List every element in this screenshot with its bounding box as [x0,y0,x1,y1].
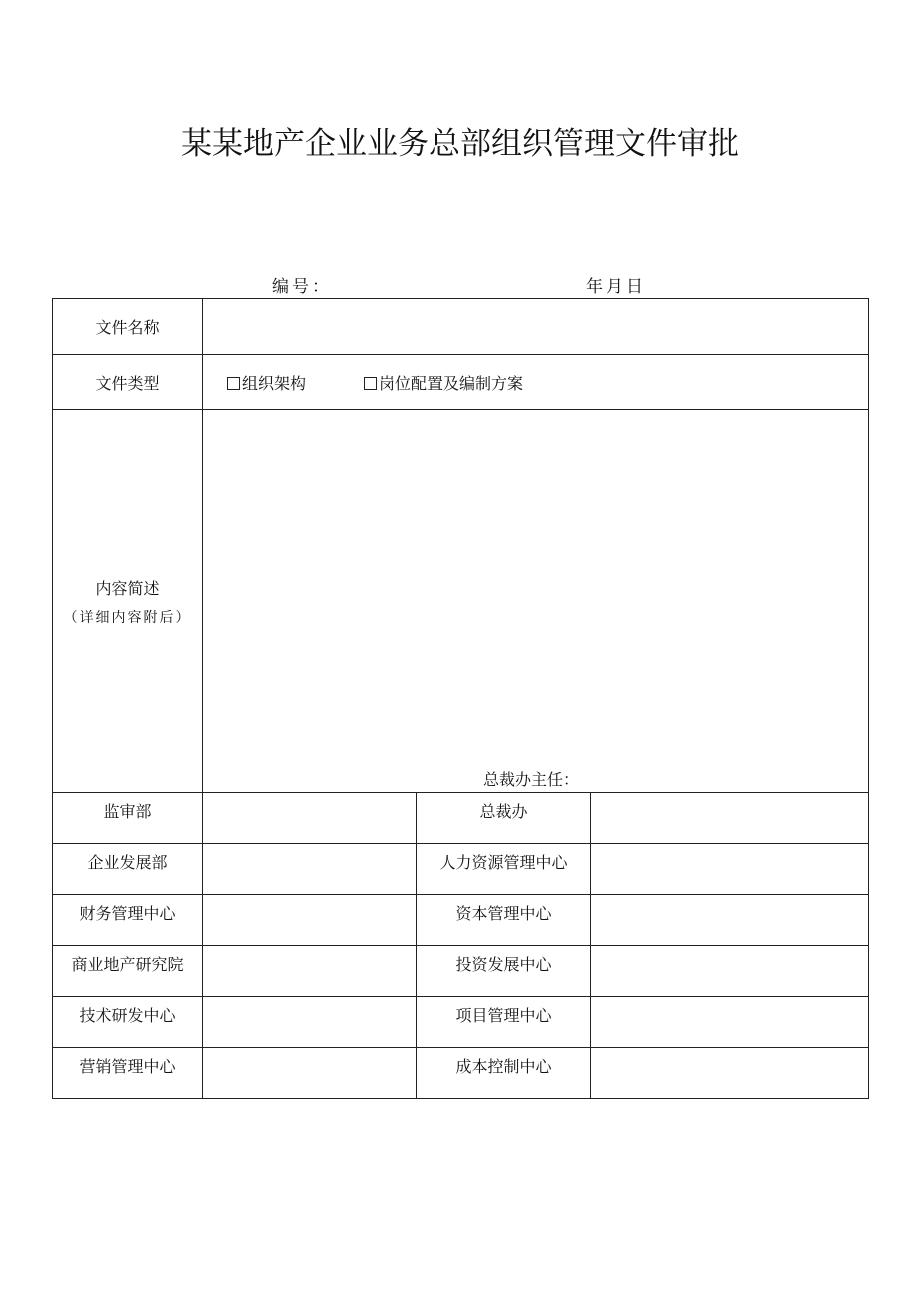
department-label: 监审部 [53,793,203,844]
department-signature-field[interactable] [203,946,417,997]
department-label: 商业地产研究院 [53,946,203,997]
date-label: 年月日 [586,277,646,297]
department-row [53,895,869,946]
department-label: 总裁办 [417,793,591,844]
content-field[interactable] [203,410,869,793]
department-signature-field[interactable] [591,1048,869,1099]
department-label: 成本控制中心 [417,1048,591,1099]
checkbox-icon[interactable] [364,377,377,390]
department-label: 营销管理中心 [53,1048,203,1099]
department-label: 项目管理中心 [417,997,591,1048]
department-signature-field[interactable] [591,793,869,844]
approval-form-table [52,298,869,1099]
department-row [53,946,869,997]
department-row [53,844,869,895]
department-row [53,793,869,844]
content-label: 内容简述 [95,578,160,598]
content-label-cell [53,410,203,793]
department-signature-field[interactable] [591,844,869,895]
option-label: 岗位配置及编制方案 [379,373,524,393]
option-staffing-plan[interactable] [364,371,523,394]
department-signature-field[interactable] [203,793,417,844]
department-signature-field[interactable] [203,844,417,895]
department-signature-field[interactable] [591,997,869,1048]
file-type-row [53,355,869,410]
department-signature-field[interactable] [591,895,869,946]
file-type-options [203,355,869,410]
department-row [53,997,869,1048]
file-name-field[interactable] [203,299,869,355]
file-name-row [53,299,869,355]
department-signature-field[interactable] [591,946,869,997]
department-label: 资本管理中心 [417,895,591,946]
document-number-label: 编号： [272,277,332,297]
department-approvals [53,793,869,1099]
department-label: 企业发展部 [53,844,203,895]
department-signature-field[interactable] [203,997,417,1048]
content-row [53,410,869,793]
page-title: 某某地产企业业务总部组织管理文件审批 [181,126,739,162]
checkbox-icon[interactable] [227,377,240,390]
department-signature-field[interactable] [203,895,417,946]
department-signature-field[interactable] [203,1048,417,1099]
file-type-label: 文件类型 [53,355,203,410]
department-label: 人力资源管理中心 [417,844,591,895]
director-signature-label: 总裁办主任： [483,770,580,789]
department-row [53,1048,869,1099]
content-note: （详细内容附后） [63,609,192,626]
file-name-label: 文件名称 [53,299,203,355]
department-label: 技术研发中心 [53,997,203,1048]
option-org-structure[interactable] [227,371,306,394]
department-label: 财务管理中心 [53,895,203,946]
option-label: 组织架构 [242,373,307,393]
department-label: 投资发展中心 [417,946,591,997]
